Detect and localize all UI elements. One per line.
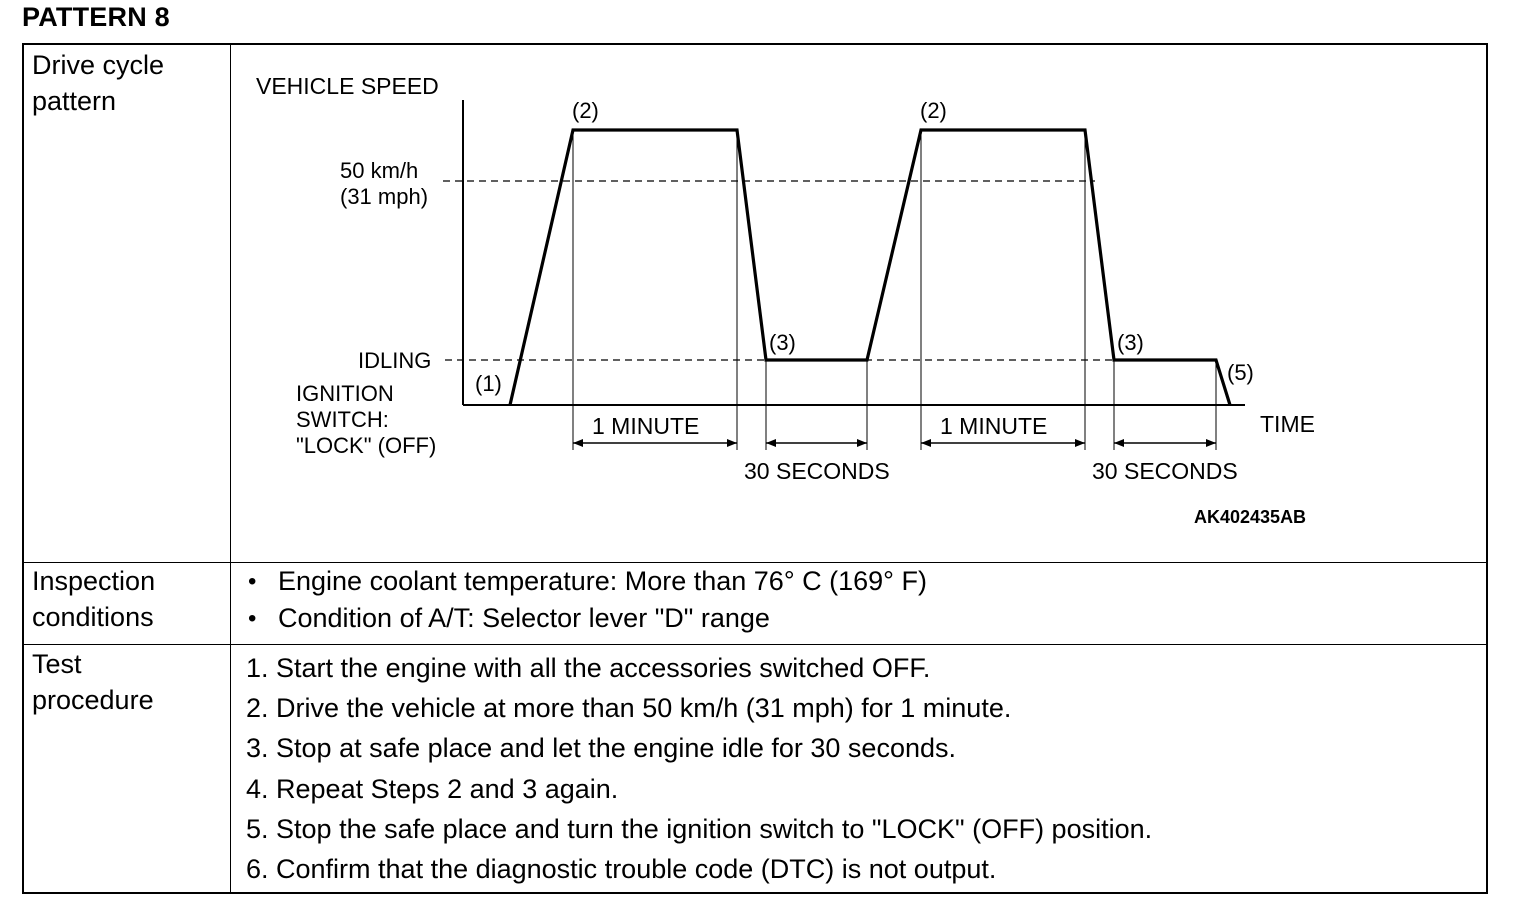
ignition-label: IGNITION [296,381,394,406]
speed-profile-line [510,130,1230,405]
figure-id: AK402435AB [1194,507,1307,527]
procedure-step: 3. Stop at safe place and let the engine idle for 30 seconds. [246,733,956,764]
interval-label: 1 MINUTE [592,413,700,439]
idling-tick-label: IDLING [358,348,432,373]
drive-cycle-label: Drive cycle pattern [32,50,165,116]
inspection-label: Inspection conditions [32,566,156,632]
procedure-step: 1. Start the engine with all the accessories switched OFF. [246,653,931,683]
x-axis-label: TIME [1260,411,1315,437]
phase-label: (1) [475,371,502,396]
interval-label: 30 SECONDS [1092,458,1238,484]
interval-label: 30 SECONDS [744,458,890,484]
phase-label: (2) [572,98,599,123]
procedure-step: 2. Drive the vehicle at more than 50 km/h (31 mph) for 1 minute. [246,693,1012,724]
ignition-label: "LOCK" (OFF) [296,433,437,458]
phase-label: (5) [1227,360,1254,385]
procedure-step: 4. Repeat Steps 2 and 3 again. [246,773,619,804]
bullet: • [248,605,257,632]
phase-label: (3) [769,330,796,355]
y-axis-label: VEHICLE SPEED [256,73,439,99]
interval-label: 1 MINUTE [940,413,1048,439]
condition-text: Condition of A/T: Selector lever "D" range [278,603,770,633]
page-title: PATTERN 8 [22,2,170,32]
speed-tick-label: 50 km/h [340,158,419,183]
procedure-step: 6. Confirm that the diagnostic trouble code (DTC) is not output. [246,854,997,885]
procedure-step: 5. Stop the safe place and turn the ignition switch to "LOCK" (OFF) position. [246,813,1153,844]
speed-tick-label: (31 mph) [340,184,429,209]
bullet: • [248,568,257,595]
ignition-label: SWITCH: [296,407,389,432]
phase-label: (3) [1117,330,1144,355]
condition-text: Engine coolant temperature: More than 76° C (169° F) [278,566,927,596]
phase-label: (2) [920,98,947,123]
test-procedure-label: Test procedure [32,649,154,715]
